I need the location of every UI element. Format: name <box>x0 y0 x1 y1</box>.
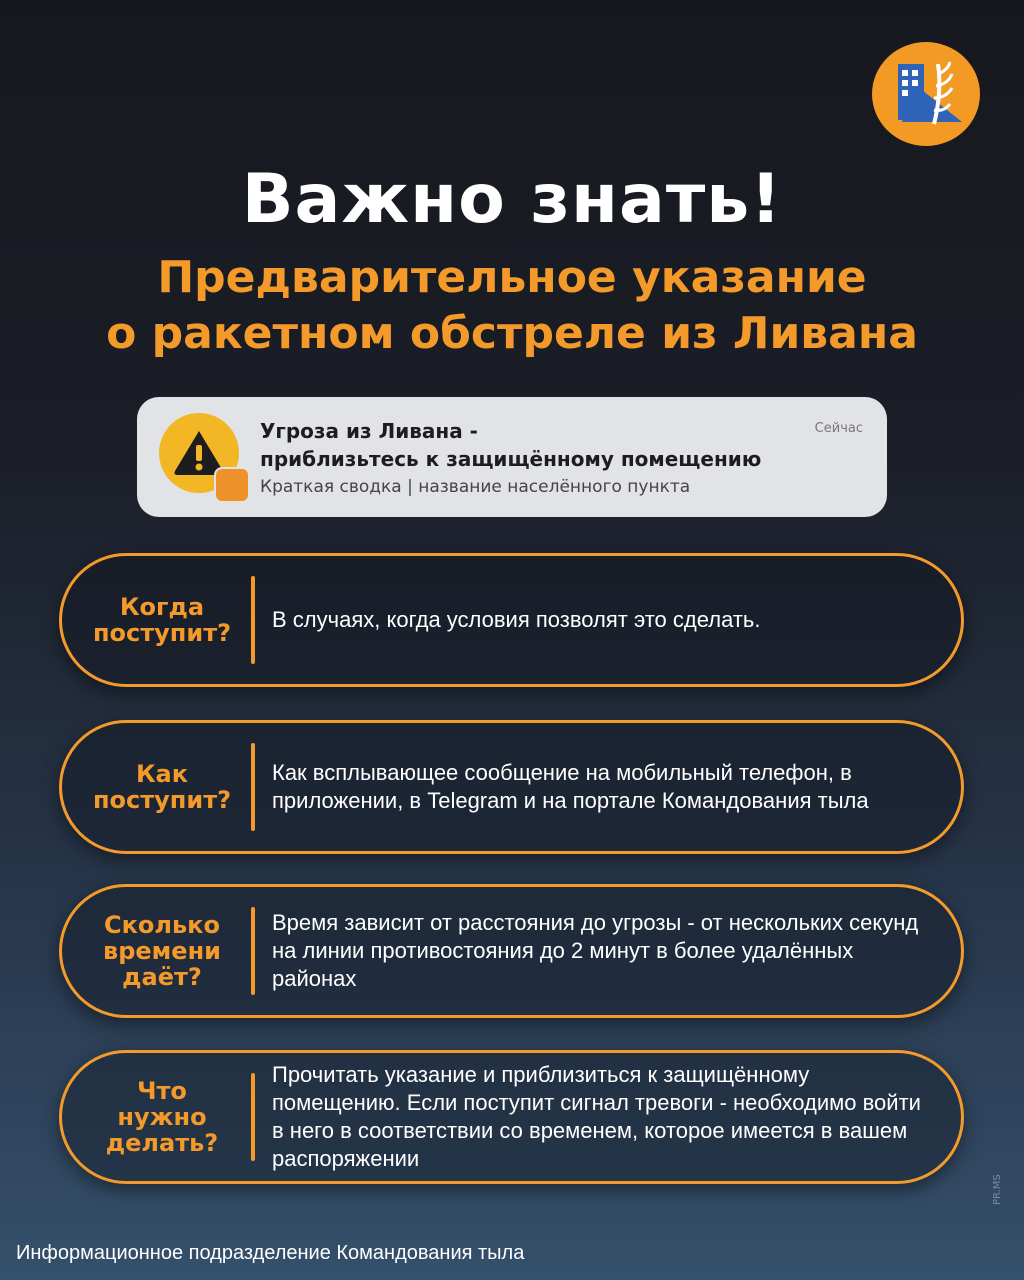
card-divider <box>251 1073 255 1161</box>
card-divider <box>251 907 255 995</box>
card-divider <box>251 743 255 831</box>
info-card-time <box>59 884 964 1018</box>
card-question: Когда поступит? <box>92 593 232 647</box>
footer-credit: Информационное подразделение Командования тыла <box>16 1242 525 1264</box>
app-badge-icon <box>214 467 250 503</box>
watermark: PR.MS <box>992 1174 1003 1205</box>
card-question: Сколько времени даёт? <box>103 911 221 991</box>
home-front-command-logo-icon <box>872 42 980 146</box>
card-answer: Как всплывающее сообщение на мобильный телефон, в приложении, в Telegram и на портале Командования тыла <box>272 760 869 813</box>
card-divider <box>251 576 255 664</box>
subtitle-line-2: о ракетном обстреле из Ливана <box>106 308 918 359</box>
page-subtitle <box>0 250 1024 362</box>
alert-notification[interactable] <box>137 397 887 517</box>
notification-body: Краткая сводка | название населённого пункта <box>260 477 691 497</box>
notification-title-line-1: Угроза из Ливана - <box>260 419 478 443</box>
notification-time: Сейчас <box>814 421 863 436</box>
card-question: Как поступит? <box>92 760 232 814</box>
info-card-what-to-do <box>59 1050 964 1184</box>
page-title: Важно знать! <box>241 160 783 239</box>
card-answer: Прочитать указание и приблизиться к защищённому помещению. Если поступит сигнал тревоги - необходимо войти в него в соответствии со временем, которое имеется в вашем распоряжении <box>272 1062 921 1171</box>
card-question: Что нужно делать? <box>105 1077 219 1157</box>
card-answer: В случаях, когда условия позволят это сделать. <box>272 607 761 632</box>
info-card-how <box>59 720 964 854</box>
info-card-when <box>59 553 964 687</box>
card-answer: Время зависит от расстояния до угрозы - от нескольких секунд на линии противостояния до 2 минут в более удалённых районах <box>272 910 919 991</box>
subtitle-line-1: Предварительное указание <box>157 252 867 303</box>
notification-title-line-2: приблизьтесь к защищённому помещению <box>260 447 762 471</box>
notification-title <box>260 417 761 473</box>
